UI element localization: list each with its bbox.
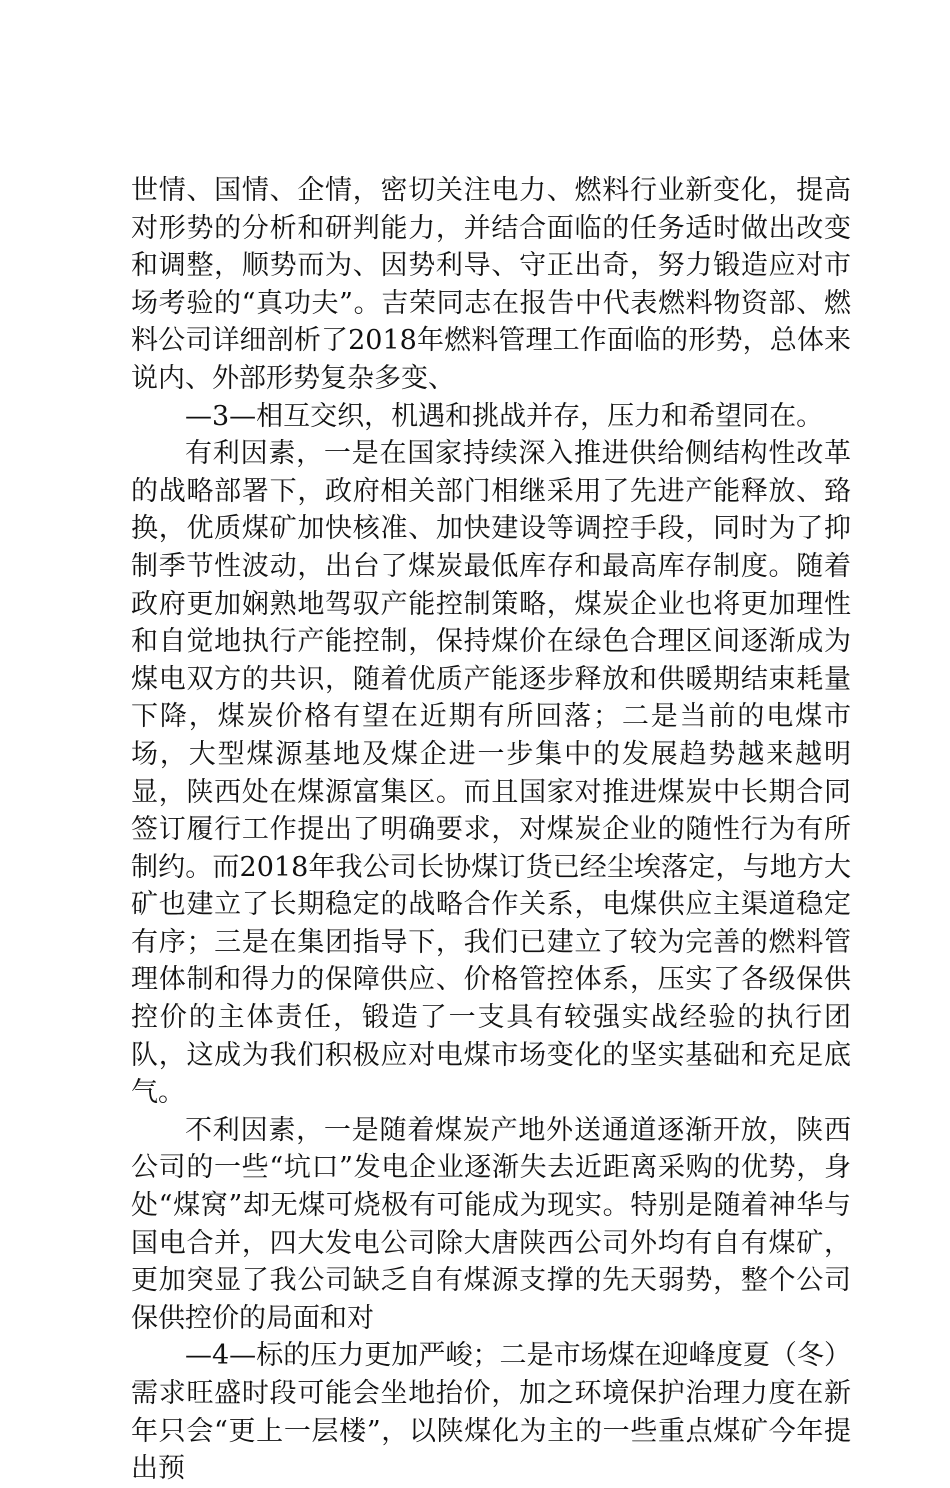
- paragraph-favorable-factors: 有利因素，一是在国家持续深入推进供给侧结构性改革的战略部署下，政府相关部门相继采用了先进产能释放、臵换，优质煤矿加快核准、加快建设等调控手段，同时为了抑制季节性波动，出台了煤炭最低库存和最高库存制度。随着政府更加娴熟地驾驭产能控制策略，煤炭企业也将更加理性和自觉地执行产能控制，保持煤价在绿色合理区间逐渐成为煤电双方的共识，随着优质产能逐步释放和供暖期结束耗量下降，煤炭价格有望在近期有所回落；二是当前的电煤市场，大型煤源基地及煤企进一步集中的发展趋势越来越明显，陕西处在煤源富集区。而且国家对推进煤炭中长期合同签订履行工作提出了明确要求，对煤炭企业的随性行为有所制约。而2018年我公司长协煤订货已经尘埃落定，与地方大矿也建立了长期稳定的战略合作关系，电煤供应主渠道稳定有序；三是在集团指导下，我们已建立了较为完善的燃料管理体制和得力的保障供应、价格管控体系，压实了各级保供控价的主体责任，锻造了一支具有较强实战经验的执行团队，这成为我们积极应对电煤市场变化的坚实基础和充足底气。: [131, 438, 851, 1109]
- paragraph-unfavorable-factors: 不利因素，一是随着煤炭产地外送通道逐渐开放，陕西公司的一些“坑口”发电企业逐渐失去近距离采购的优势，身处“煤窝”却无煤可烧极有可能成为现实。特别是随着神华与国电合并，四大发电公司除大唐陕西公司外均有自有煤矿，更加突显了我公司缺乏自有煤源支撑的先天弱势，整个公司保供控价的局面和对: [131, 1114, 851, 1334]
- document-body: [131, 172, 851, 1488]
- paragraph-continuation: 世情、国情、企情，密切关注电力、燃料行业新变化，提高对形势的分析和研判能力，并结合面临的任务适时做出改变和调整，顺势而为、因势利导、守正出奇，努力锻造应对市场考验的“真功夫”。吉荣同志在报告中代表燃料物资部、燃料公司详细剖析了2018年燃料管理工作面临的形势，总体来说内、外部形势复杂多变、: [131, 175, 851, 394]
- paragraph-page-marker-3: —3—相互交织，机遇和挑战并存，压力和希望同在。: [185, 400, 824, 432]
- paragraph-page-marker-4: —4—标的压力更加严峻；二是市场煤在迎峰度夏（冬）需求旺盛时段可能会坐地抬价，加之环境保护治理力度在新年只会“更上一层楼”，以陕煤化为主的一些重点煤矿今年提出预: [131, 1340, 851, 1485]
